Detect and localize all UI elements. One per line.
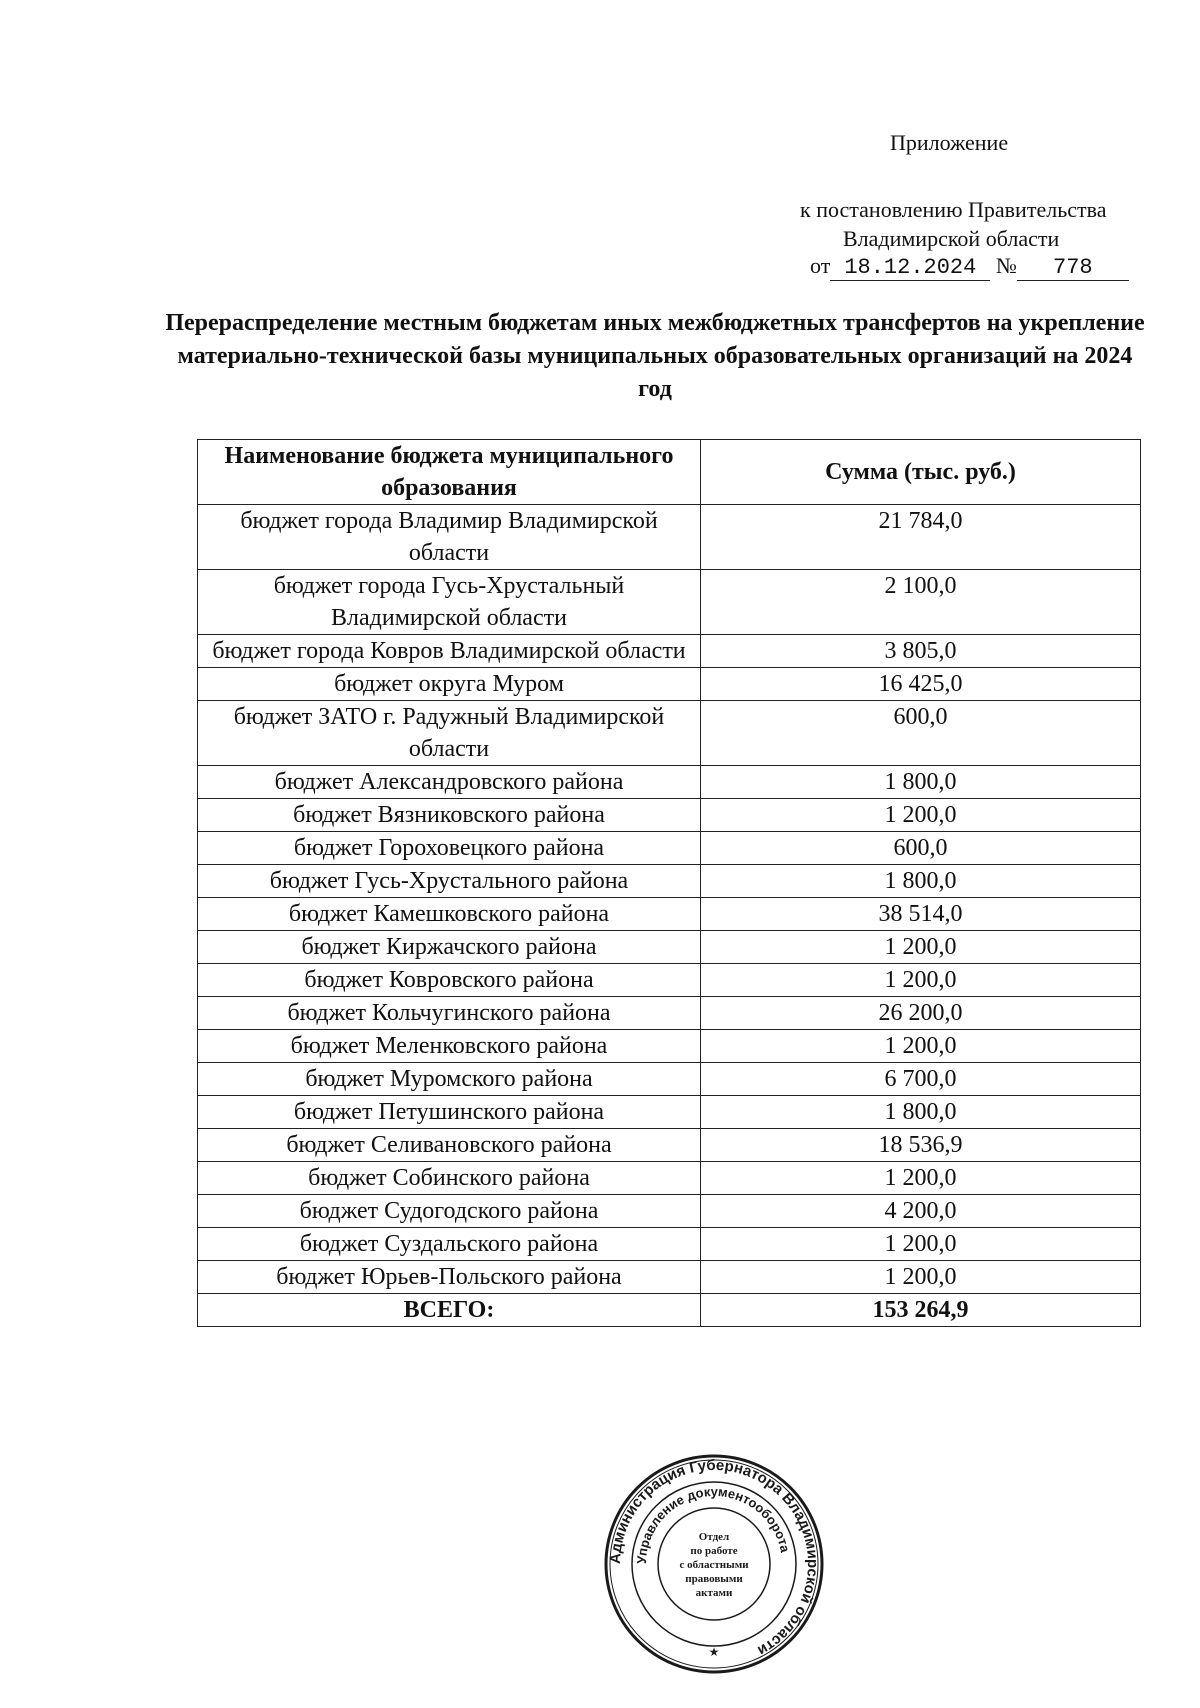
star-icon: ★ xyxy=(708,1645,720,1659)
appendix-date-line xyxy=(810,251,1129,281)
budget-amount-cell: 1 200,0 xyxy=(701,931,1141,964)
column-header-name: Наименование бюджета муниципального образования xyxy=(198,440,701,505)
budget-name-cell: бюджет Киржачского района xyxy=(198,931,701,964)
budget-name-cell: бюджет Камешковского района xyxy=(198,898,701,931)
table-row xyxy=(198,668,1141,701)
table-row xyxy=(198,701,1141,766)
budget-amount-cell: 1 200,0 xyxy=(701,1261,1141,1294)
table-row xyxy=(198,1129,1141,1162)
table-row xyxy=(198,1228,1141,1261)
budget-name-cell: бюджет Меленковского района xyxy=(198,1030,701,1063)
table-row xyxy=(198,505,1141,570)
table-row xyxy=(198,1030,1141,1063)
table-row xyxy=(198,1096,1141,1129)
table-header-row xyxy=(198,440,1141,505)
stamp-center-line: актами xyxy=(695,1587,733,1599)
budget-amount-cell: 1 800,0 xyxy=(701,865,1141,898)
document-title: Перераспределение местным бюджетам иных межбюджетных трансфертов на укрепление материально-технической базы муниципальных образовательных организаций на 2024 год xyxy=(165,310,1145,402)
budget-name-cell: бюджет ЗАТО г. Радужный Владимирской области xyxy=(198,701,701,766)
budget-name-cell: бюджет Судогодского района xyxy=(198,1195,701,1228)
budget-amount-cell: 38 514,0 xyxy=(701,898,1141,931)
table-row xyxy=(198,1063,1141,1096)
number-prefix: № xyxy=(995,253,1017,278)
appendix-decree-reference: к постановлению Правительства xyxy=(800,197,1107,222)
decree-number: 778 xyxy=(1017,256,1129,281)
column-header-amount: Сумма (тыс. руб.) xyxy=(701,440,1141,505)
stamp-center-line: с областными xyxy=(679,1559,749,1571)
table-row xyxy=(198,1261,1141,1294)
budget-amount-cell: 1 200,0 xyxy=(701,1162,1141,1195)
table-row xyxy=(198,635,1141,668)
budget-amount-cell: 6 700,0 xyxy=(701,1063,1141,1096)
budget-amount-cell: 4 200,0 xyxy=(701,1195,1141,1228)
budget-amount-cell: 600,0 xyxy=(701,832,1141,865)
budget-table xyxy=(197,439,1141,1327)
appendix-region: Владимирской области xyxy=(843,226,1060,251)
total-label: ВСЕГО: xyxy=(198,1294,701,1327)
budget-amount-cell: 1 200,0 xyxy=(701,964,1141,997)
total-row xyxy=(198,1294,1141,1327)
budget-name-cell: бюджет Собинского района xyxy=(198,1162,701,1195)
table-row xyxy=(198,964,1141,997)
table-row xyxy=(198,1195,1141,1228)
appendix-title: Приложение xyxy=(890,130,1009,155)
budget-amount-cell: 1 800,0 xyxy=(701,766,1141,799)
stamp-center-line: правовыми xyxy=(685,1573,743,1585)
budget-amount-cell: 26 200,0 xyxy=(701,997,1141,1030)
table-row xyxy=(198,799,1141,832)
stamp-center-line: Отдел xyxy=(698,1531,730,1543)
official-stamp xyxy=(603,1453,825,1675)
date-prefix: от xyxy=(810,253,831,278)
table-row xyxy=(198,898,1141,931)
stamp-center-text xyxy=(679,1531,749,1599)
budget-name-cell: бюджет Ковровского района xyxy=(198,964,701,997)
table-row xyxy=(198,931,1141,964)
budget-name-cell: бюджет округа Муром xyxy=(198,668,701,701)
budget-name-cell: бюджет Гусь-Хрустального района xyxy=(198,865,701,898)
stamp-center-line: по работе xyxy=(690,1545,738,1557)
budget-amount-cell: 21 784,0 xyxy=(701,505,1141,570)
budget-name-cell: бюджет города Гусь-Хрустальный Владимирской области xyxy=(198,570,701,635)
table-body xyxy=(198,505,1141,1294)
budget-name-cell: бюджет Юрьев-Польского района xyxy=(198,1261,701,1294)
budget-amount-cell: 2 100,0 xyxy=(701,570,1141,635)
budget-amount-cell: 16 425,0 xyxy=(701,668,1141,701)
budget-name-cell: бюджет Петушинского района xyxy=(198,1096,701,1129)
stamp-inner-textpath: Управление документооборота xyxy=(633,1483,793,1565)
budget-amount-cell: 1 200,0 xyxy=(701,1030,1141,1063)
table-row xyxy=(198,766,1141,799)
budget-name-cell: бюджет города Ковров Владимирской области xyxy=(198,635,701,668)
budget-amount-cell: 1 200,0 xyxy=(701,799,1141,832)
budget-amount-cell: 18 536,9 xyxy=(701,1129,1141,1162)
budget-name-cell: бюджет Александровского района xyxy=(198,766,701,799)
budget-name-cell: бюджет Кольчугинского района xyxy=(198,997,701,1030)
budget-name-cell: бюджет Вязниковского района xyxy=(198,799,701,832)
stamp-outer-textpath: Администрация Губернатора Владимирской области xyxy=(606,1456,822,1660)
table-row xyxy=(198,997,1141,1030)
budget-amount-cell: 1 200,0 xyxy=(701,1228,1141,1261)
budget-name-cell: бюджет Селивановского района xyxy=(198,1129,701,1162)
table-row xyxy=(198,1162,1141,1195)
table-row xyxy=(198,570,1141,635)
budget-name-cell: бюджет Гороховецкого района xyxy=(198,832,701,865)
budget-amount-cell: 1 800,0 xyxy=(701,1096,1141,1129)
table-row xyxy=(198,832,1141,865)
budget-amount-cell: 600,0 xyxy=(701,701,1141,766)
table-row xyxy=(198,865,1141,898)
decree-date: 18.12.2024 xyxy=(830,256,990,281)
budget-name-cell: бюджет Муромского района xyxy=(198,1063,701,1096)
budget-name-cell: бюджет Суздальского района xyxy=(198,1228,701,1261)
budget-amount-cell: 3 805,0 xyxy=(701,635,1141,668)
budget-name-cell: бюджет города Владимир Владимирской области xyxy=(198,505,701,570)
total-amount: 153 264,9 xyxy=(701,1294,1141,1327)
